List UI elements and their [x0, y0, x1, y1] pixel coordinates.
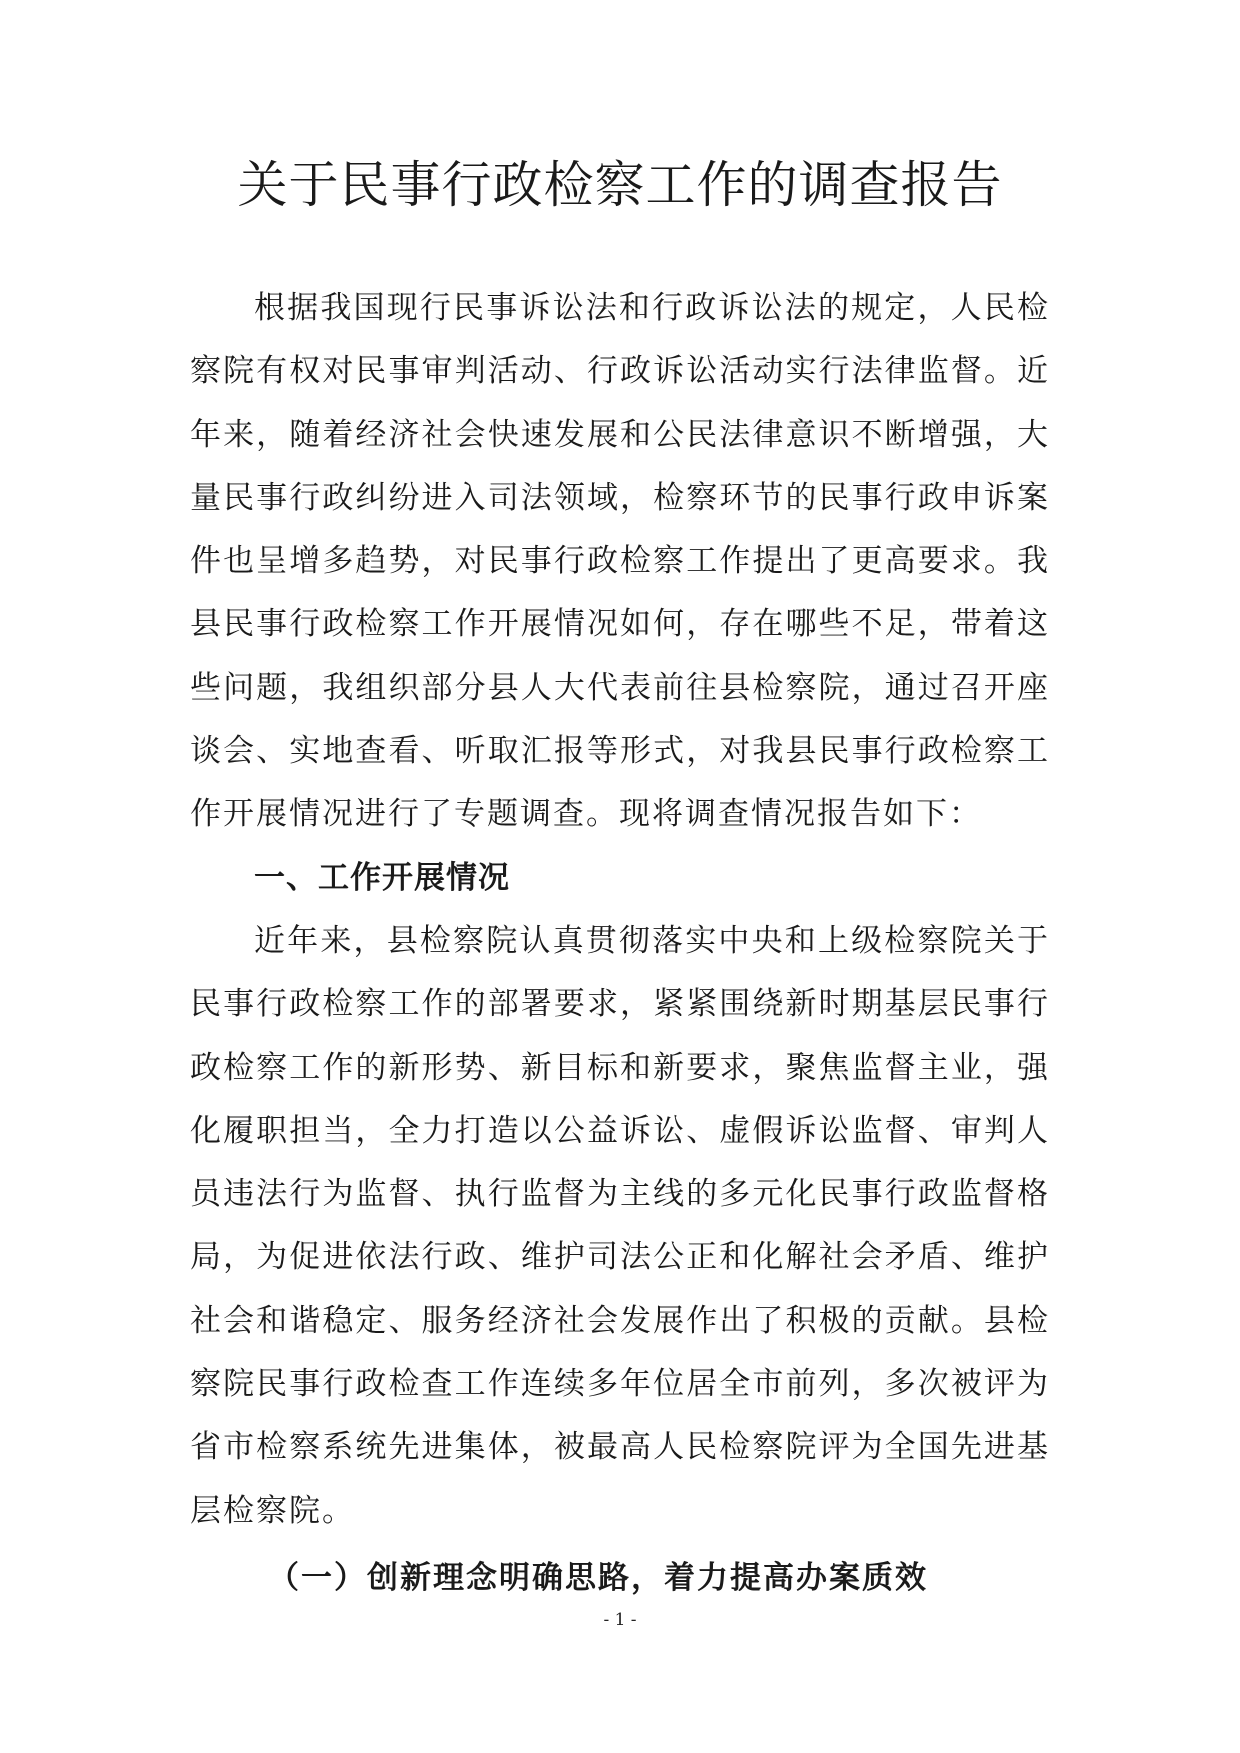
subsection-heading-1: （一）创新理念明确思路，着力提高办案质效	[268, 1559, 928, 1596]
document-title: 关于民事行政检察工作的调查报告	[237, 156, 1003, 214]
paragraph-work-status: 近年来，县检察院认真贯彻落实中央和上级检察院关于民事行政检察工作的部署要求，紧紧围绕新时期基层民事行政检察工作的新形势、新目标和新要求，聚焦监督主业，强化履职担当，全力打造以公益诉讼、虚假诉讼监督、审判人员违法行为监督、执行监督为主线的多元化民事行政监督格局，为促进依法行政、维护司法公正和化解社会矛盾、维护社会和谐稳定、服务经济社会发展作出了积极的贡献。县检察院民事行政检查工作连续多年位居全市前列，多次被评为省市检察系统先进集体，被最高人民检察院评为全国先进基层检察院。	[190, 922, 1050, 1529]
section-heading-1: 一、工作开展情况	[254, 859, 510, 896]
paragraph-intro: 根据我国现行民事诉讼法和行政诉讼法的规定，人民检察院有权对民事审判活动、行政诉讼活动实行法律监督。近年来，随着经济社会快速发展和公民法律意识不断增强，大量民事行政纠纷进入司法领域，检察环节的民事行政申诉案件也呈增多趋势，对民事行政检察工作提出了更高要求。我县民事行政检察工作开展情况如何，存在哪些不足，带着这些问题，我组织部分县人大代表前往县检察院，通过召开座谈会、实地查看、听取汇报等形式，对我县民事行政检察工作开展情况进行了专题调查。现将调查情况报告如下：	[190, 290, 1050, 833]
page-number: - 1 -	[603, 1610, 637, 1630]
document-body	[190, 277, 1050, 1610]
